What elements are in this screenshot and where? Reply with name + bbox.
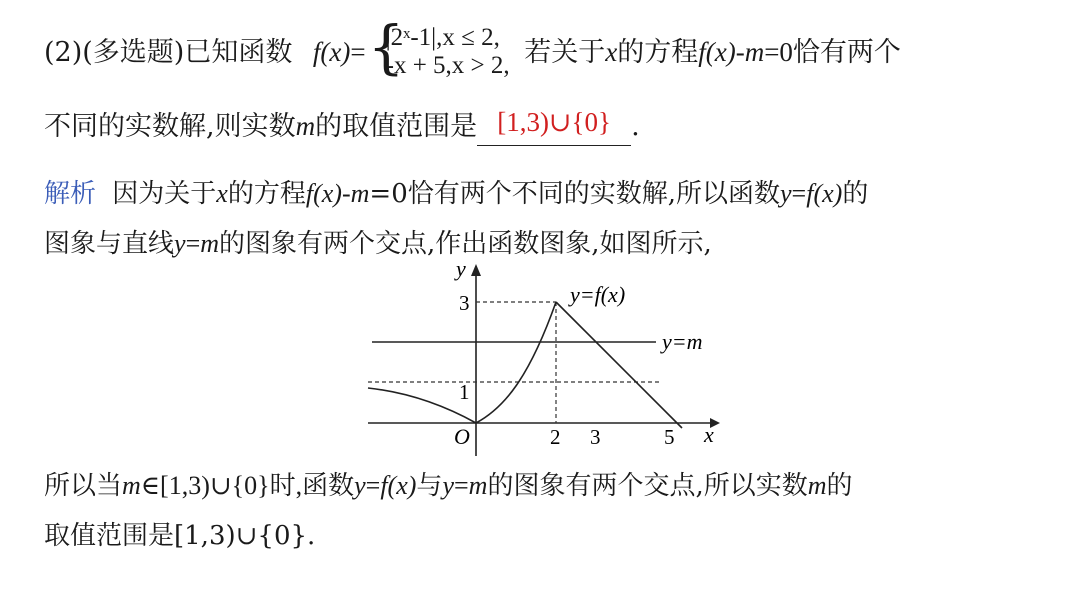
answer-text: [1,3)∪{0}: [497, 107, 611, 137]
equals-sign: =: [791, 179, 807, 208]
period: .: [631, 111, 640, 142]
line-label: y=m: [662, 329, 703, 354]
function-fx: f(x): [380, 471, 417, 500]
answer-blank: [477, 108, 631, 146]
sol-conclusion: 取值范围是[1,3)∪{0}.: [44, 521, 316, 551]
var-y: y: [354, 471, 366, 500]
var-m: m: [295, 111, 316, 141]
var-y: y: [442, 471, 454, 500]
function-fx: f(x): [698, 37, 736, 67]
minus-sign: -: [735, 37, 745, 67]
var-m: m: [807, 471, 827, 500]
minus-sign: -: [341, 179, 351, 208]
function-graph: [364, 258, 764, 458]
curve-exp-branch: [476, 302, 556, 423]
var-y: y: [174, 229, 186, 258]
origin-label: O: [454, 424, 470, 449]
sol-text: =0恰有两个不同的实数解,所以函数: [369, 179, 780, 209]
sol-text: 的图象有两个交点,作出函数图象,如图所示,: [219, 229, 712, 259]
solution-label: 解析: [44, 179, 97, 209]
sol-text: 的: [842, 179, 869, 209]
y-axis-label: y: [456, 258, 466, 281]
var-m: m: [350, 179, 370, 208]
var-x: x: [216, 179, 228, 208]
curve-label: y=f(x): [570, 282, 626, 307]
sol-text: 的: [826, 471, 853, 501]
left-brace: {: [367, 13, 405, 81]
solution-line-3: [44, 468, 853, 504]
equals-sign: =: [350, 37, 366, 67]
equals-sign: =: [185, 229, 201, 258]
function-fx: f(x): [806, 179, 843, 208]
question-text-d: =0恰有两个: [764, 37, 901, 67]
sol-text: 因为关于: [112, 179, 217, 209]
sol-text: ∈[1,3)∪{0}时,函数: [140, 471, 355, 500]
problem-prefix: (2)(多选题)已知函数: [44, 37, 293, 68]
sol-text: 所以当: [44, 471, 123, 501]
curve-linear-branch: [556, 302, 682, 428]
piece-case-1: |2ˣ-1|,x ≤ 2,: [385, 24, 500, 51]
problem-line-2: [44, 108, 640, 146]
solution-line-1: [44, 176, 868, 212]
sol-text: 的图象有两个交点,所以实数: [487, 471, 808, 501]
question-text-a: 若关于: [524, 37, 606, 68]
equals-sign: =: [453, 471, 469, 500]
var-m: m: [122, 471, 141, 500]
equals-sign: =: [365, 471, 381, 500]
solution-line-2: [44, 226, 712, 262]
question-text-2b: 的取值范围是: [315, 111, 478, 142]
question-text-2a: 不同的实数解,则实数: [44, 111, 296, 142]
question-text-b: 的方程: [617, 37, 699, 68]
y-axis-arrow: [471, 264, 481, 276]
sol-text: 与: [416, 471, 443, 501]
var-m: m: [744, 37, 765, 67]
sol-text: 的方程: [227, 179, 306, 209]
var-m: m: [468, 471, 488, 500]
var-m: m: [200, 229, 220, 258]
x-tick-2: 2: [550, 425, 561, 449]
var-x: x: [605, 37, 618, 67]
solution-line-4: [44, 518, 315, 554]
x-tick-3: 3: [590, 425, 601, 449]
function-name: f(x): [312, 37, 351, 67]
var-y: y: [780, 179, 792, 208]
y-tick-1: 1: [459, 380, 470, 404]
piecewise-definition: [367, 13, 510, 83]
x-axis-label: x: [704, 422, 714, 447]
problem-line-1: [44, 13, 901, 83]
piece-case-2: -x + 5,x > 2,: [385, 52, 510, 79]
x-tick-5: 5: [664, 425, 675, 449]
sol-text: 图象与直线: [44, 229, 175, 259]
function-fx: f(x): [305, 179, 342, 208]
y-tick-3: 3: [459, 291, 470, 315]
